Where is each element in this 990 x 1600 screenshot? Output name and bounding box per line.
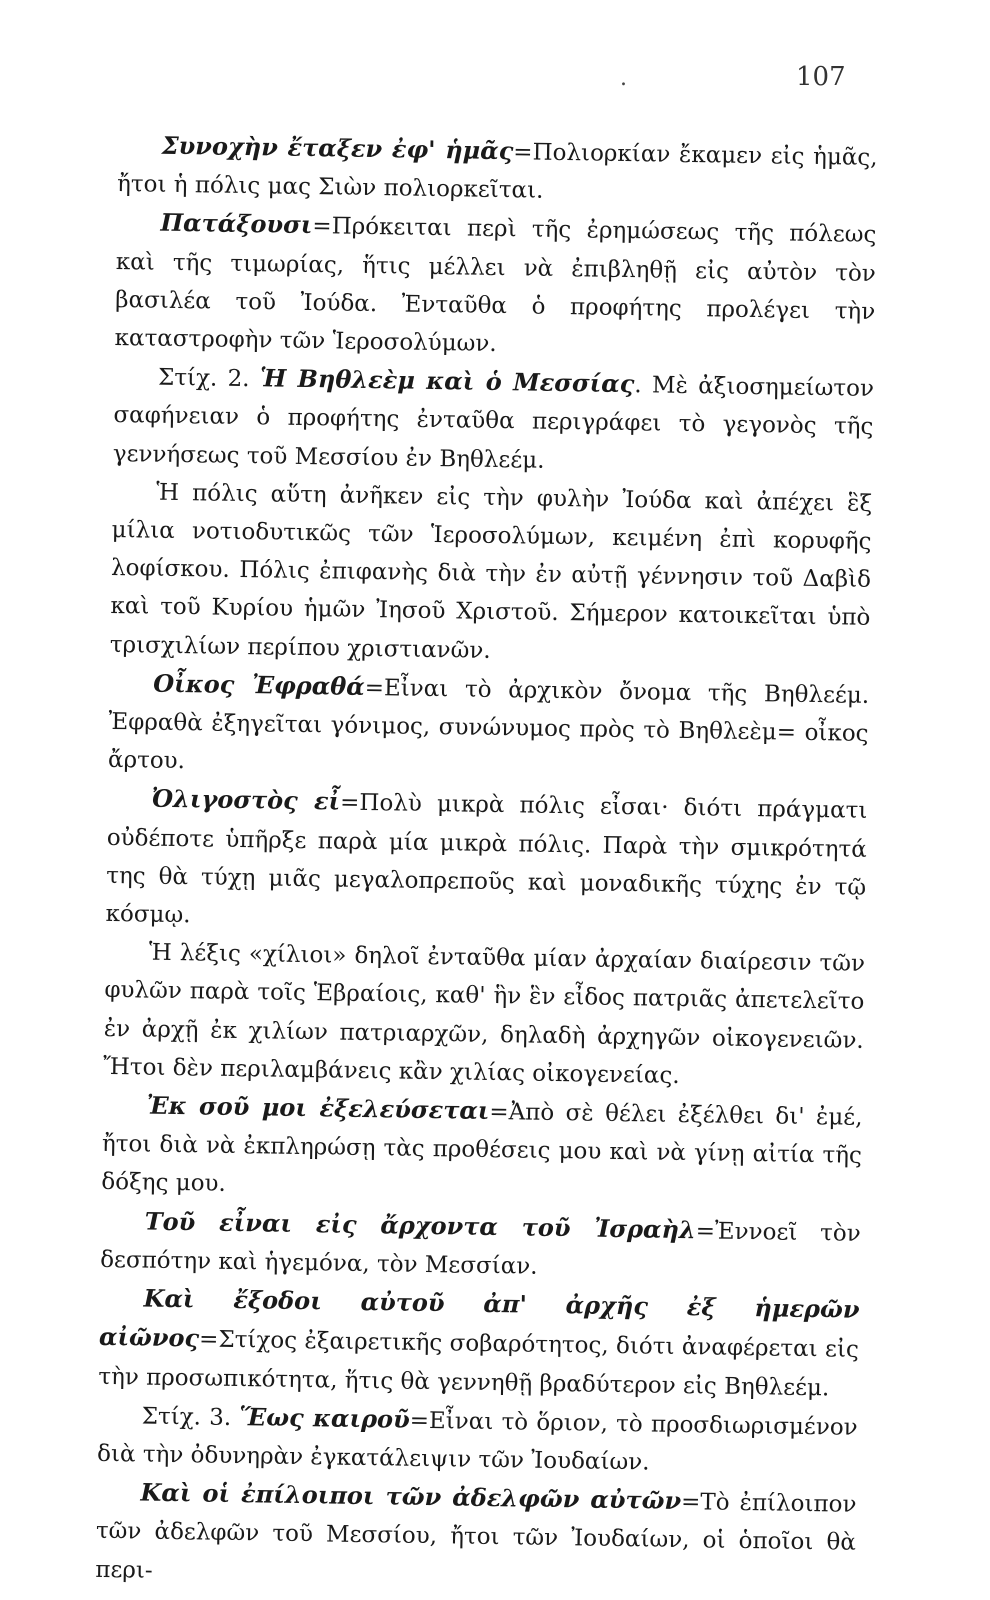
lemma: Ἐκ σοῦ μοι ἐξελεύσεται bbox=[146, 1090, 490, 1126]
paragraph bbox=[105, 779, 867, 945]
paragraph bbox=[95, 1473, 857, 1600]
paragraph bbox=[108, 664, 870, 792]
paragraph bbox=[117, 126, 878, 215]
lemma: Οἶκος Ἐφραθά bbox=[153, 668, 365, 701]
paragraph bbox=[113, 357, 875, 485]
verse-ref: Στίχ. 2. bbox=[157, 364, 261, 393]
paragraph-text: Ἡ λέξις «χίλιοι» δηλοῖ ἐνταῦθα μίαν ἀρχαίαν διαίρεσιν τῶν φυλῶν παρὰ τοῖς Ἑβραίοις, καθ' ἣν ἓν εἶδος πατριᾶς ἀπετελεῖτο ἐν ἀρχῇ ἐκ χιλίων πατριαρχῶν, δηλαδὴ ἀρχηγῶν οἰκογενειῶν. Ἤτοι δὲν περιλαμβάνεις κἂν χιλίας οἰκογενείας. bbox=[103, 939, 866, 1089]
paragraph bbox=[101, 1086, 863, 1214]
paragraph bbox=[97, 1396, 858, 1485]
paragraph-text: =Πολὺ μικρὰ πόλις εἶσαι· διότι πράγματι οὐδέποτε ὑπῆρξε παρὰ μία μικρὰ πόλις. Παρὰ τὴν σμικρότητά της θὰ τύχῃ μιᾶς μεγαλοπρεποῦς καὶ μοναδικῆς τύχης ἐν τῷ κόσμῳ. bbox=[105, 790, 868, 929]
paragraph bbox=[110, 473, 873, 676]
paragraph-text: =Πολιορκίαν ἔκαμεν εἰς ἡμᾶς, ἤτοι ἡ πόλις μας Σιὼν πολιορκεῖται. bbox=[116, 139, 878, 204]
paragraph-text: =Ἐννοεῖ τὸν δεσπότην καὶ ἡγεμόνα, τὸν Μεσσίαν. bbox=[99, 1217, 861, 1280]
lemma: Πατάξουσι bbox=[160, 208, 313, 240]
paragraph bbox=[98, 1279, 860, 1408]
page-number: 107 bbox=[796, 62, 846, 92]
verse-ref: Στίχ. 3. bbox=[141, 1403, 240, 1431]
paragraph bbox=[100, 1202, 861, 1291]
lemma: Ἕως καιροῦ bbox=[239, 1401, 410, 1434]
paragraph-text: =Πρόκειται περὶ τῆς ἐρημώσεως τῆς πόλεως καὶ τῆς τιμωρίας, ἥτις μέλλει νὰ ἐπιβληθῇ εἰς αὐτὸν τὸν βασιλέα τοῦ Ἰούδα. Ἐνταῦθα ὁ προφήτης προλέγει τὴν καταστροφὴν τῶν Ἱεροσολύμων. bbox=[114, 213, 877, 357]
lemma: Καὶ οἱ ἐπίλοιποι τῶν ἀδελφῶν αὐτῶν bbox=[140, 1477, 682, 1516]
paragraph-text: =Τὸ ἐπίλοιπον τῶν ἀδελφῶν τοῦ Μεσσίου, ἤτοι τῶν Ἰουδαίων, οἱ ὁποῖοι θὰ περι- bbox=[95, 1489, 857, 1584]
lemma: Τοῦ εἶναι εἰς ἄρχοντα τοῦ Ἰσραὴλ bbox=[144, 1206, 697, 1244]
paragraph bbox=[103, 933, 865, 1098]
lemma: Καὶ ἔξοδοι αὐτοῦ ἀπ' ἀρχῆς ἐξ ἡμερῶν αἰῶνος bbox=[98, 1283, 860, 1353]
page-dot: . bbox=[620, 66, 627, 91]
lemma: Συνοχὴν ἔταξεν ἐφ' ἡμᾶς bbox=[161, 130, 514, 166]
paragraph-text: =Εἶναι τὸ ὅριον, τὸ προσδιωρισμένον διὰ τὴν ὀδυνηρὰν ἐγκατάλειψιν τῶν Ἰουδαίων. bbox=[96, 1407, 858, 1476]
paragraph-text: Ἡ πόλις αὕτη ἀνῆκεν εἰς τὴν φυλὴν Ἰούδα καὶ ἀπέχει ἓξ μίλια νοτιοδυτικῶς τῶν Ἱεροσολύμων, κειμένη ἐπὶ κορυφῆς λοφίσκου. Πόλις ἐπιφανὴς διὰ τὴν ἐν αὐτῇ γέννησιν τοῦ Δαβὶδ καὶ τοῦ Κυρίου ἡμῶν Ἰησοῦ Χριστοῦ. Σήμερον κατοικεῖται ὑπὸ τρισχιλίων περίπου χριστιανῶν. bbox=[109, 479, 873, 664]
commentary-text bbox=[95, 126, 878, 1600]
paragraph-text: =Ἀπὸ σὲ θέλει ἐξέλθει δι' ἐμέ, ἤτοι διὰ νὰ ἐκπληρώσῃ τὰς προθέσεις μου καὶ νὰ γίνῃ αἰτία τῆς δόξης μου. bbox=[101, 1099, 863, 1198]
lemma: Ὀλιγοστὸς εἶ bbox=[151, 784, 341, 817]
paragraph bbox=[114, 203, 876, 369]
paragraph-text: =Εἶναι τὸ ἀρχικὸν ὄνομα τῆς Βηθλεέμ. Ἐφραθὰ ἐξηγεῖται γόνιμος, συνώνυμος πρὸς τὸ Βηθλεὲμ= οἶκος ἄρτου. bbox=[107, 674, 870, 775]
paragraph-text: =Στίχος ἐξαιρετικῆς σοβαρότητος, διότι ἀναφέρεται εἰς τὴν προσωπικότητα, ἥτις θὰ γεννηθῇ βραδύτερον εἰς Βηθλεέμ. bbox=[98, 1326, 860, 1401]
paragraph-text: . Μὲ ἀξιοσημείωτον σαφήνειαν ὁ προφήτης ἐνταῦθα περιγράφει τὸ γεγονὸς τῆς γεννήσεως τοῦ Μεσσίου ἐν Βηθλεέμ. bbox=[112, 372, 875, 474]
lemma: Ἡ Βηθλεὲμ καὶ ὁ Μεσσίας bbox=[259, 363, 635, 399]
